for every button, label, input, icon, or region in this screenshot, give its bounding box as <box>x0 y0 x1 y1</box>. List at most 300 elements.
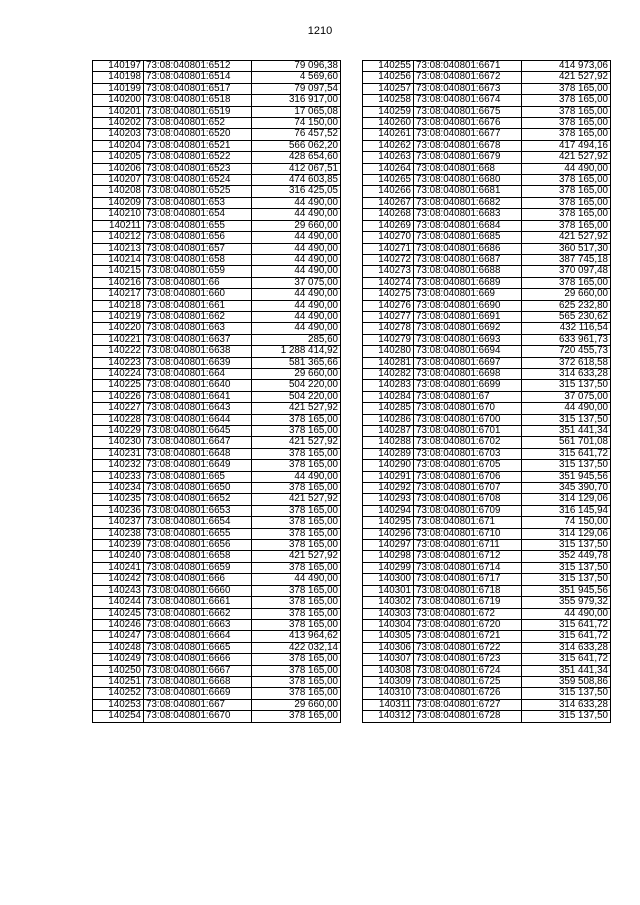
row-number-cell: 140209 <box>93 197 144 208</box>
cadastral-number-cell: 73:08:040801:6643 <box>144 403 252 414</box>
cadastral-value-cell: 378 165,00 <box>522 129 611 140</box>
row-number-cell: 140244 <box>93 597 144 608</box>
table-row <box>93 368 341 379</box>
cadastral-value-cell: 315 137,50 <box>522 414 611 425</box>
table-row <box>93 391 341 402</box>
cadastral-value-cell: 378 165,00 <box>252 426 341 437</box>
row-number-cell: 140305 <box>363 631 414 642</box>
cadastral-value-cell: 315 137,50 <box>522 711 611 722</box>
cadastral-value-cell: 378 165,00 <box>252 608 341 619</box>
cadastral-number-cell: 73:08:040801:6669 <box>144 688 252 699</box>
row-number-cell: 140229 <box>93 426 144 437</box>
table-row <box>363 61 611 72</box>
cadastral-number-cell: 73:08:040801:655 <box>144 220 252 231</box>
table-row <box>363 175 611 186</box>
cadastral-value-cell: 378 165,00 <box>522 106 611 117</box>
cadastral-value-cell: 44 490,00 <box>522 403 611 414</box>
row-number-cell: 140251 <box>93 676 144 687</box>
cadastral-value-cell: 432 116,54 <box>522 323 611 334</box>
cadastral-value-cell: 378 165,00 <box>252 711 341 722</box>
row-number-cell: 140289 <box>363 448 414 459</box>
cadastral-number-cell: 73:08:040801:667 <box>144 699 252 710</box>
row-number-cell: 140208 <box>93 186 144 197</box>
cadastral-number-cell: 73:08:040801:6676 <box>414 118 522 129</box>
row-number-cell: 140293 <box>363 494 414 505</box>
row-number-cell: 140231 <box>93 448 144 459</box>
table-row <box>363 197 611 208</box>
cadastral-value-cell: 44 490,00 <box>252 574 341 585</box>
table-row <box>363 243 611 254</box>
table-row <box>93 654 341 665</box>
cadastral-number-cell: 73:08:040801:6706 <box>414 471 522 482</box>
cadastral-number-cell: 73:08:040801:662 <box>144 311 252 322</box>
cadastral-value-cell: 79 097,54 <box>252 83 341 94</box>
table-row <box>363 334 611 345</box>
table-row <box>93 140 341 151</box>
cadastral-number-cell: 73:08:040801:6720 <box>414 619 522 630</box>
row-number-cell: 140214 <box>93 254 144 265</box>
table-row <box>93 426 341 437</box>
row-number-cell: 140221 <box>93 334 144 345</box>
table-row <box>363 209 611 220</box>
row-number-cell: 140310 <box>363 688 414 699</box>
row-number-cell: 140277 <box>363 311 414 322</box>
table-row <box>93 300 341 311</box>
cadastral-value-cell: 316 425,05 <box>252 186 341 197</box>
row-number-cell: 140202 <box>93 118 144 129</box>
table-row <box>93 437 341 448</box>
row-number-cell: 140226 <box>93 391 144 402</box>
cadastral-number-cell: 73:08:040801:6709 <box>414 505 522 516</box>
table-row <box>93 197 341 208</box>
cadastral-number-cell: 73:08:040801:6520 <box>144 129 252 140</box>
row-number-cell: 140200 <box>93 95 144 106</box>
cadastral-number-cell: 73:08:040801:6638 <box>144 346 252 357</box>
row-number-cell: 140282 <box>363 368 414 379</box>
row-number-cell: 140288 <box>363 437 414 448</box>
row-number-cell: 140222 <box>93 346 144 357</box>
row-number-cell: 140271 <box>363 243 414 254</box>
cadastral-value-cell: 378 165,00 <box>252 688 341 699</box>
cadastral-number-cell: 73:08:040801:6724 <box>414 665 522 676</box>
row-number-cell: 140236 <box>93 505 144 516</box>
row-number-cell: 140215 <box>93 266 144 277</box>
table-row <box>93 118 341 129</box>
cadastral-value-cell: 360 517,30 <box>522 243 611 254</box>
table-row <box>363 152 611 163</box>
cadastral-value-cell: 315 137,50 <box>522 688 611 699</box>
row-number-cell: 140234 <box>93 483 144 494</box>
cadastral-number-cell: 73:08:040801:6722 <box>414 642 522 653</box>
table-row <box>363 654 611 665</box>
cadastral-number-cell: 73:08:040801:6514 <box>144 72 252 83</box>
cadastral-value-cell: 352 449,78 <box>522 551 611 562</box>
cadastral-number-cell: 73:08:040801:6699 <box>414 380 522 391</box>
cadastral-value-cell: 314 633,28 <box>522 699 611 710</box>
cadastral-number-cell: 73:08:040801:6702 <box>414 437 522 448</box>
row-number-cell: 140290 <box>363 460 414 471</box>
row-number-cell: 140308 <box>363 665 414 676</box>
table-row <box>363 289 611 300</box>
cadastral-number-cell: 73:08:040801:6680 <box>414 175 522 186</box>
cadastral-number-cell: 73:08:040801:6664 <box>144 631 252 642</box>
cadastral-number-cell: 73:08:040801:6668 <box>144 676 252 687</box>
row-number-cell: 140206 <box>93 163 144 174</box>
row-number-cell: 140198 <box>93 72 144 83</box>
row-number-cell: 140204 <box>93 140 144 151</box>
cadastral-value-cell: 351 945,56 <box>522 585 611 596</box>
cadastral-value-cell: 314 129,06 <box>522 528 611 539</box>
cadastral-value-cell: 428 654,60 <box>252 152 341 163</box>
cadastral-value-cell: 421 527,92 <box>522 152 611 163</box>
cadastral-number-cell: 73:08:040801:6645 <box>144 426 252 437</box>
table-row <box>93 608 341 619</box>
table-row <box>93 517 341 528</box>
cadastral-number-cell: 73:08:040801:652 <box>144 118 252 129</box>
cadastral-number-cell: 73:08:040801:6647 <box>144 437 252 448</box>
row-number-cell: 140213 <box>93 243 144 254</box>
table-row <box>93 597 341 608</box>
cadastral-value-cell: 37 075,00 <box>252 277 341 288</box>
cadastral-value-cell: 44 490,00 <box>252 209 341 220</box>
table-row <box>363 311 611 322</box>
table-row <box>363 528 611 539</box>
table-row <box>93 83 341 94</box>
cadastral-number-cell: 73:08:040801:6686 <box>414 243 522 254</box>
cadastral-value-cell: 37 075,00 <box>522 391 611 402</box>
table-row <box>363 608 611 619</box>
row-number-cell: 140279 <box>363 334 414 345</box>
table-row <box>93 277 341 288</box>
cadastral-value-cell: 44 490,00 <box>252 471 341 482</box>
cadastral-number-cell: 73:08:040801:6637 <box>144 334 252 345</box>
row-number-cell: 140286 <box>363 414 414 425</box>
row-number-cell: 140203 <box>93 129 144 140</box>
cadastral-value-cell: 315 641,72 <box>522 448 611 459</box>
cadastral-value-cell: 421 527,92 <box>252 551 341 562</box>
cadastral-value-cell: 29 660,00 <box>252 699 341 710</box>
cadastral-value-cell: 44 490,00 <box>252 197 341 208</box>
table-row <box>363 460 611 471</box>
table-row <box>93 448 341 459</box>
cadastral-number-cell: 73:08:040801:6697 <box>414 357 522 368</box>
table-row <box>93 152 341 163</box>
row-number-cell: 140272 <box>363 254 414 265</box>
row-number-cell: 140274 <box>363 277 414 288</box>
table-row <box>363 494 611 505</box>
cadastral-number-cell: 73:08:040801:657 <box>144 243 252 254</box>
cadastral-number-cell: 73:08:040801:6714 <box>414 562 522 573</box>
table-row <box>363 72 611 83</box>
table-row <box>93 129 341 140</box>
table-row <box>363 448 611 459</box>
table-row <box>93 642 341 653</box>
table-row <box>93 311 341 322</box>
cadastral-number-cell: 73:08:040801:6658 <box>144 551 252 562</box>
row-number-cell: 140219 <box>93 311 144 322</box>
cadastral-value-cell: 378 165,00 <box>252 619 341 630</box>
table-row <box>93 711 341 722</box>
row-number-cell: 140245 <box>93 608 144 619</box>
cadastral-number-cell: 73:08:040801:6726 <box>414 688 522 699</box>
cadastral-number-cell: 73:08:040801:6524 <box>144 175 252 186</box>
cadastral-number-cell: 73:08:040801:6667 <box>144 665 252 676</box>
cadastral-value-cell: 285,60 <box>252 334 341 345</box>
table-row <box>363 277 611 288</box>
cadastral-value-cell: 625 232,80 <box>522 300 611 311</box>
cadastral-value-cell: 378 165,00 <box>252 654 341 665</box>
cadastral-value-cell: 378 165,00 <box>522 83 611 94</box>
cadastral-value-cell: 351 441,34 <box>522 426 611 437</box>
cadastral-number-cell: 73:08:040801:6727 <box>414 699 522 710</box>
table-row <box>363 403 611 414</box>
cadastral-value-cell: 44 490,00 <box>252 300 341 311</box>
table-row <box>93 403 341 414</box>
row-number-cell: 140304 <box>363 619 414 630</box>
cadastral-number-cell: 73:08:040801:6685 <box>414 232 522 243</box>
cadastral-number-cell: 73:08:040801:6690 <box>414 300 522 311</box>
cadastral-value-cell: 17 065,08 <box>252 106 341 117</box>
cadastral-number-cell: 73:08:040801:6653 <box>144 505 252 516</box>
cadastral-value-cell: 378 165,00 <box>522 277 611 288</box>
cadastral-number-cell: 73:08:040801:670 <box>414 403 522 414</box>
cadastral-number-cell: 73:08:040801:6662 <box>144 608 252 619</box>
cadastral-number-cell: 73:08:040801:6639 <box>144 357 252 368</box>
cadastral-value-cell: 378 165,00 <box>252 460 341 471</box>
row-number-cell: 140294 <box>363 505 414 516</box>
cadastral-number-cell: 73:08:040801:6712 <box>414 551 522 562</box>
cadastral-value-cell: 378 165,00 <box>252 585 341 596</box>
cadastral-number-cell: 73:08:040801:6650 <box>144 483 252 494</box>
table-row <box>93 175 341 186</box>
cadastral-value-cell: 1 288 414,92 <box>252 346 341 357</box>
cadastral-value-cell: 79 096,38 <box>252 61 341 72</box>
row-number-cell: 140283 <box>363 380 414 391</box>
cadastral-number-cell: 73:08:040801:6703 <box>414 448 522 459</box>
table-row <box>363 483 611 494</box>
cadastral-value-cell: 315 641,72 <box>522 654 611 665</box>
cadastral-number-cell: 73:08:040801:6644 <box>144 414 252 425</box>
cadastral-value-cell: 378 165,00 <box>252 528 341 539</box>
table-row <box>93 540 341 551</box>
table-row <box>93 95 341 106</box>
cadastral-number-cell: 73:08:040801:6691 <box>414 311 522 322</box>
row-number-cell: 140299 <box>363 562 414 573</box>
table-row <box>363 391 611 402</box>
cadastral-number-cell: 73:08:040801:6678 <box>414 140 522 151</box>
cadastral-value-cell: 44 490,00 <box>252 232 341 243</box>
table-row <box>93 289 341 300</box>
cadastral-value-cell: 378 165,00 <box>252 414 341 425</box>
cadastral-number-cell: 73:08:040801:6659 <box>144 562 252 573</box>
cadastral-value-cell: 378 165,00 <box>252 505 341 516</box>
table-row <box>363 585 611 596</box>
table-row <box>363 562 611 573</box>
cadastral-number-cell: 73:08:040801:6655 <box>144 528 252 539</box>
table-row <box>93 494 341 505</box>
cadastral-value-cell: 633 961,73 <box>522 334 611 345</box>
table-row <box>363 642 611 653</box>
cadastral-number-cell: 73:08:040801:6660 <box>144 585 252 596</box>
row-number-cell: 140302 <box>363 597 414 608</box>
cadastral-value-cell: 378 165,00 <box>522 220 611 231</box>
cadastral-value-cell: 370 097,48 <box>522 266 611 277</box>
row-number-cell: 140227 <box>93 403 144 414</box>
cadastral-number-cell: 73:08:040801:6661 <box>144 597 252 608</box>
table-row <box>363 357 611 368</box>
cadastral-number-cell: 73:08:040801:661 <box>144 300 252 311</box>
cadastral-number-cell: 73:08:040801:6670 <box>144 711 252 722</box>
row-number-cell: 140295 <box>363 517 414 528</box>
cadastral-number-cell: 73:08:040801:666 <box>144 574 252 585</box>
table-row <box>363 688 611 699</box>
row-number-cell: 140240 <box>93 551 144 562</box>
cadastral-value-cell: 378 165,00 <box>522 186 611 197</box>
cadastral-number-cell: 73:08:040801:654 <box>144 209 252 220</box>
register-table-left <box>92 60 341 723</box>
cadastral-number-cell: 73:08:040801:6705 <box>414 460 522 471</box>
cadastral-number-cell: 73:08:040801:6519 <box>144 106 252 117</box>
cadastral-number-cell: 73:08:040801:6652 <box>144 494 252 505</box>
cadastral-number-cell: 73:08:040801:6656 <box>144 540 252 551</box>
cadastral-number-cell: 73:08:040801:6673 <box>414 83 522 94</box>
cadastral-number-cell: 73:08:040801:6719 <box>414 597 522 608</box>
cadastral-value-cell: 44 490,00 <box>252 311 341 322</box>
cadastral-value-cell: 345 390,70 <box>522 483 611 494</box>
cadastral-number-cell: 73:08:040801:6675 <box>414 106 522 117</box>
table-row <box>363 619 611 630</box>
table-row <box>363 437 611 448</box>
cadastral-value-cell: 474 603,85 <box>252 175 341 186</box>
row-number-cell: 140300 <box>363 574 414 585</box>
row-number-cell: 140235 <box>93 494 144 505</box>
row-number-cell: 140309 <box>363 676 414 687</box>
cadastral-value-cell: 504 220,00 <box>252 391 341 402</box>
register-table-left-body <box>93 61 341 723</box>
row-number-cell: 140252 <box>93 688 144 699</box>
table-row <box>93 574 341 585</box>
cadastral-value-cell: 351 945,56 <box>522 471 611 482</box>
table-row <box>93 346 341 357</box>
cadastral-value-cell: 29 660,00 <box>252 220 341 231</box>
table-row <box>93 72 341 83</box>
row-number-cell: 140228 <box>93 414 144 425</box>
cadastral-value-cell: 421 527,92 <box>252 437 341 448</box>
table-row <box>363 597 611 608</box>
row-number-cell: 140278 <box>363 323 414 334</box>
row-number-cell: 140201 <box>93 106 144 117</box>
row-number-cell: 140210 <box>93 209 144 220</box>
cadastral-number-cell: 73:08:040801:6701 <box>414 426 522 437</box>
table-row <box>363 346 611 357</box>
table-row <box>93 254 341 265</box>
row-number-cell: 140253 <box>93 699 144 710</box>
cadastral-value-cell: 44 490,00 <box>252 254 341 265</box>
cadastral-value-cell: 378 165,00 <box>252 665 341 676</box>
cadastral-value-cell: 315 641,72 <box>522 631 611 642</box>
table-row <box>363 83 611 94</box>
cadastral-value-cell: 421 527,92 <box>252 494 341 505</box>
cadastral-number-cell: 73:08:040801:6717 <box>414 574 522 585</box>
cadastral-value-cell: 378 165,00 <box>252 483 341 494</box>
table-row <box>93 688 341 699</box>
table-row <box>363 517 611 528</box>
cadastral-value-cell: 581 365,66 <box>252 357 341 368</box>
table-row <box>93 551 341 562</box>
cadastral-number-cell: 73:08:040801:6681 <box>414 186 522 197</box>
row-number-cell: 140237 <box>93 517 144 528</box>
cadastral-value-cell: 378 165,00 <box>522 175 611 186</box>
cadastral-number-cell: 73:08:040801:6688 <box>414 266 522 277</box>
page-number: 1210 <box>307 25 333 37</box>
cadastral-value-cell: 44 490,00 <box>252 243 341 254</box>
cadastral-number-cell: 73:08:040801:663 <box>144 323 252 334</box>
cadastral-value-cell: 378 165,00 <box>252 540 341 551</box>
row-number-cell: 140312 <box>363 711 414 722</box>
cadastral-value-cell: 378 165,00 <box>252 448 341 459</box>
table-row <box>93 699 341 710</box>
cadastral-number-cell: 73:08:040801:6679 <box>414 152 522 163</box>
cadastral-number-cell: 73:08:040801:6525 <box>144 186 252 197</box>
row-number-cell: 140243 <box>93 585 144 596</box>
cadastral-value-cell: 29 660,00 <box>522 289 611 300</box>
row-number-cell: 140284 <box>363 391 414 402</box>
cadastral-value-cell: 355 979,32 <box>522 597 611 608</box>
table-row <box>93 323 341 334</box>
row-number-cell: 140311 <box>363 699 414 710</box>
table-row <box>93 528 341 539</box>
row-number-cell: 140256 <box>363 72 414 83</box>
cadastral-number-cell: 73:08:040801:6521 <box>144 140 252 151</box>
register-table-right <box>362 60 611 723</box>
cadastral-value-cell: 44 490,00 <box>252 266 341 277</box>
table-row <box>93 209 341 220</box>
table-row <box>363 232 611 243</box>
row-number-cell: 140292 <box>363 483 414 494</box>
cadastral-number-cell: 73:08:040801:6687 <box>414 254 522 265</box>
cadastral-value-cell: 316 145,94 <box>522 505 611 516</box>
cadastral-number-cell: 73:08:040801:6683 <box>414 209 522 220</box>
table-row <box>363 118 611 129</box>
cadastral-value-cell: 74 150,00 <box>252 118 341 129</box>
row-number-cell: 140262 <box>363 140 414 151</box>
cadastral-number-cell: 73:08:040801:6523 <box>144 163 252 174</box>
table-row <box>93 676 341 687</box>
cadastral-value-cell: 417 494,16 <box>522 140 611 151</box>
row-number-cell: 140211 <box>93 220 144 231</box>
table-row <box>363 95 611 106</box>
cadastral-number-cell: 73:08:040801:6640 <box>144 380 252 391</box>
table-row <box>363 540 611 551</box>
table-row <box>93 414 341 425</box>
cadastral-number-cell: 73:08:040801:6718 <box>414 585 522 596</box>
table-row <box>93 471 341 482</box>
row-number-cell: 140233 <box>93 471 144 482</box>
cadastral-number-cell: 73:08:040801:6671 <box>414 61 522 72</box>
cadastral-number-cell: 73:08:040801:669 <box>414 289 522 300</box>
row-number-cell: 140301 <box>363 585 414 596</box>
cadastral-number-cell: 73:08:040801:6692 <box>414 323 522 334</box>
cadastral-number-cell: 73:08:040801:6665 <box>144 642 252 653</box>
cadastral-number-cell: 73:08:040801:658 <box>144 254 252 265</box>
cadastral-number-cell: 73:08:040801:6708 <box>414 494 522 505</box>
row-number-cell: 140241 <box>93 562 144 573</box>
cadastral-number-cell: 73:08:040801:6721 <box>414 631 522 642</box>
row-number-cell: 140297 <box>363 540 414 551</box>
cadastral-value-cell: 351 441,34 <box>522 665 611 676</box>
cadastral-number-cell: 73:08:040801:6711 <box>414 540 522 551</box>
cadastral-number-cell: 73:08:040801:6693 <box>414 334 522 345</box>
